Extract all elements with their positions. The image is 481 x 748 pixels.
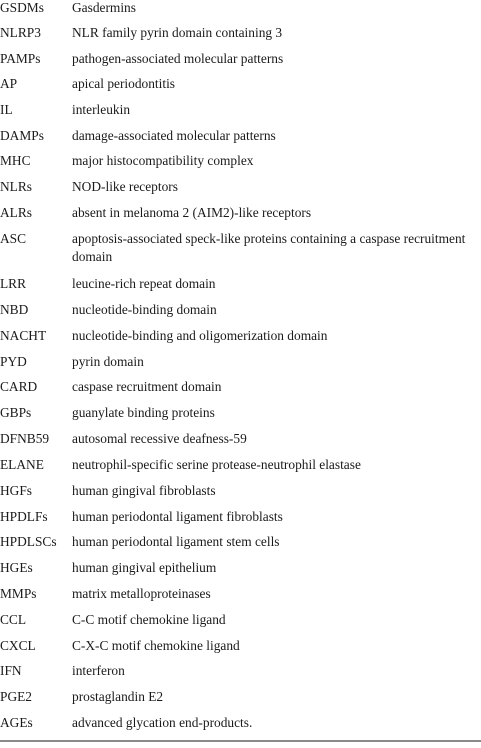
abbreviation-row	[0, 456, 481, 474]
abbreviation-row	[0, 327, 481, 345]
abbreviation-term: MHC	[0, 153, 31, 168]
table-bottom-rule	[0, 740, 481, 742]
abbreviation-definition: caspase recruitment domain	[72, 379, 222, 394]
abbreviation-definition: absent in melanoma 2 (AIM2)-like receptors	[72, 205, 312, 220]
abbreviation-row	[0, 637, 481, 655]
abbreviation-term: DFNB59	[0, 431, 50, 446]
abbreviation-row	[0, 101, 481, 119]
abbreviation-definition: apical periodontitis	[72, 76, 176, 91]
abbreviation-definition: guanylate binding proteins	[72, 405, 215, 420]
abbreviation-term: HPDLSCs	[0, 534, 57, 549]
abbreviation-row	[0, 152, 481, 170]
abbreviation-definition: human periodontal ligament fibroblasts	[72, 509, 283, 524]
abbreviation-term: PYD	[0, 354, 27, 369]
abbreviation-row	[0, 50, 481, 68]
abbreviation-term: ALRs	[0, 205, 32, 220]
abbreviation-row	[0, 0, 481, 17]
abbreviation-term: ELANE	[0, 457, 44, 472]
abbreviation-term: NLRP3	[0, 25, 41, 40]
abbreviation-definition: leucine-rich repeat domain	[72, 276, 216, 291]
abbreviation-row	[0, 585, 481, 603]
abbreviation-term: AGEs	[0, 715, 33, 730]
abbreviation-row	[0, 275, 481, 293]
abbreviation-term: CXCL	[0, 638, 36, 653]
abbreviation-definition: damage-associated molecular patterns	[72, 128, 276, 143]
abbreviation-definition: Gasdermins	[72, 0, 136, 15]
abbreviation-row	[0, 662, 481, 680]
abbreviation-row	[0, 430, 481, 448]
abbreviation-term: HGEs	[0, 560, 33, 575]
abbreviation-definition: advanced glycation end-products.	[72, 715, 253, 730]
abbreviation-row	[0, 378, 481, 396]
abbreviation-term: NLRs	[0, 179, 32, 194]
abbreviation-term: HPDLFs	[0, 509, 48, 524]
abbreviation-definition: major histocompatibility complex	[72, 153, 254, 168]
abbreviation-definition: nucleotide-binding domain	[72, 302, 217, 317]
abbreviation-definition: pathogen-associated molecular patterns	[72, 51, 284, 66]
abbreviation-term: PAMPs	[0, 51, 41, 66]
abbreviation-definition: nucleotide-binding and oligomerization domain	[72, 328, 328, 343]
abbreviation-definition: human gingival fibroblasts	[72, 483, 216, 498]
abbreviation-definition: apoptosis-associated speck-like proteins containing a caspase recruitment domain	[72, 231, 466, 264]
abbreviation-term: CARD	[0, 379, 38, 394]
abbreviation-row	[0, 24, 481, 42]
abbreviation-definition: interferon	[72, 663, 125, 678]
abbreviation-term: HGFs	[0, 483, 32, 498]
abbreviation-definition: NOD-like receptors	[72, 179, 178, 194]
abbreviation-term: LRR	[0, 276, 27, 291]
abbreviation-row	[0, 127, 481, 145]
abbreviation-definition: C-X-C motif chemokine ligand	[72, 638, 240, 653]
abbreviation-row	[0, 204, 481, 222]
abbreviation-row	[0, 178, 481, 196]
abbreviation-row	[0, 611, 481, 629]
abbreviation-row	[0, 230, 481, 266]
abbreviation-term: CCL	[0, 612, 27, 627]
abbreviation-term: IL	[0, 102, 13, 117]
abbreviation-definition: matrix metalloproteinases	[72, 586, 211, 601]
abbreviation-row	[0, 482, 481, 500]
abbreviation-definition: interleukin	[72, 102, 131, 117]
abbreviation-row	[0, 301, 481, 319]
abbreviation-term: AP	[0, 76, 18, 91]
abbreviation-term: ASC	[0, 231, 27, 246]
abbreviation-row	[0, 404, 481, 422]
abbreviation-row	[0, 714, 481, 732]
abbreviation-definition: C-C motif chemokine ligand	[72, 612, 226, 627]
abbreviation-term: PGE2	[0, 689, 32, 704]
abbreviation-term: NACHT	[0, 328, 47, 343]
abbreviation-definition: prostaglandin E2	[72, 689, 164, 704]
abbreviation-definition: human gingival epithelium	[72, 560, 217, 575]
abbreviation-term: MMPs	[0, 586, 37, 601]
abbreviation-row	[0, 353, 481, 371]
abbreviation-term: IFN	[0, 663, 22, 678]
abbreviation-term: GBPs	[0, 405, 32, 420]
abbreviation-definition: pyrin domain	[72, 354, 144, 369]
abbreviation-definition: NLR family pyrin domain containing 3	[72, 25, 283, 40]
abbreviation-row	[0, 559, 481, 577]
abbreviation-definition: autosomal recessive deafness-59	[72, 431, 247, 446]
abbreviation-definition: human periodontal ligament stem cells	[72, 534, 280, 549]
abbreviation-term: NBD	[0, 302, 29, 317]
abbreviation-row	[0, 508, 481, 526]
abbreviation-term: GSDMs	[0, 0, 44, 15]
abbreviation-row	[0, 75, 481, 93]
abbreviation-row	[0, 533, 481, 551]
abbreviation-row	[0, 688, 481, 706]
abbreviation-definition: neutrophil-specific serine protease-neutrophil elastase	[72, 457, 361, 472]
abbreviation-term: DAMPs	[0, 128, 44, 143]
